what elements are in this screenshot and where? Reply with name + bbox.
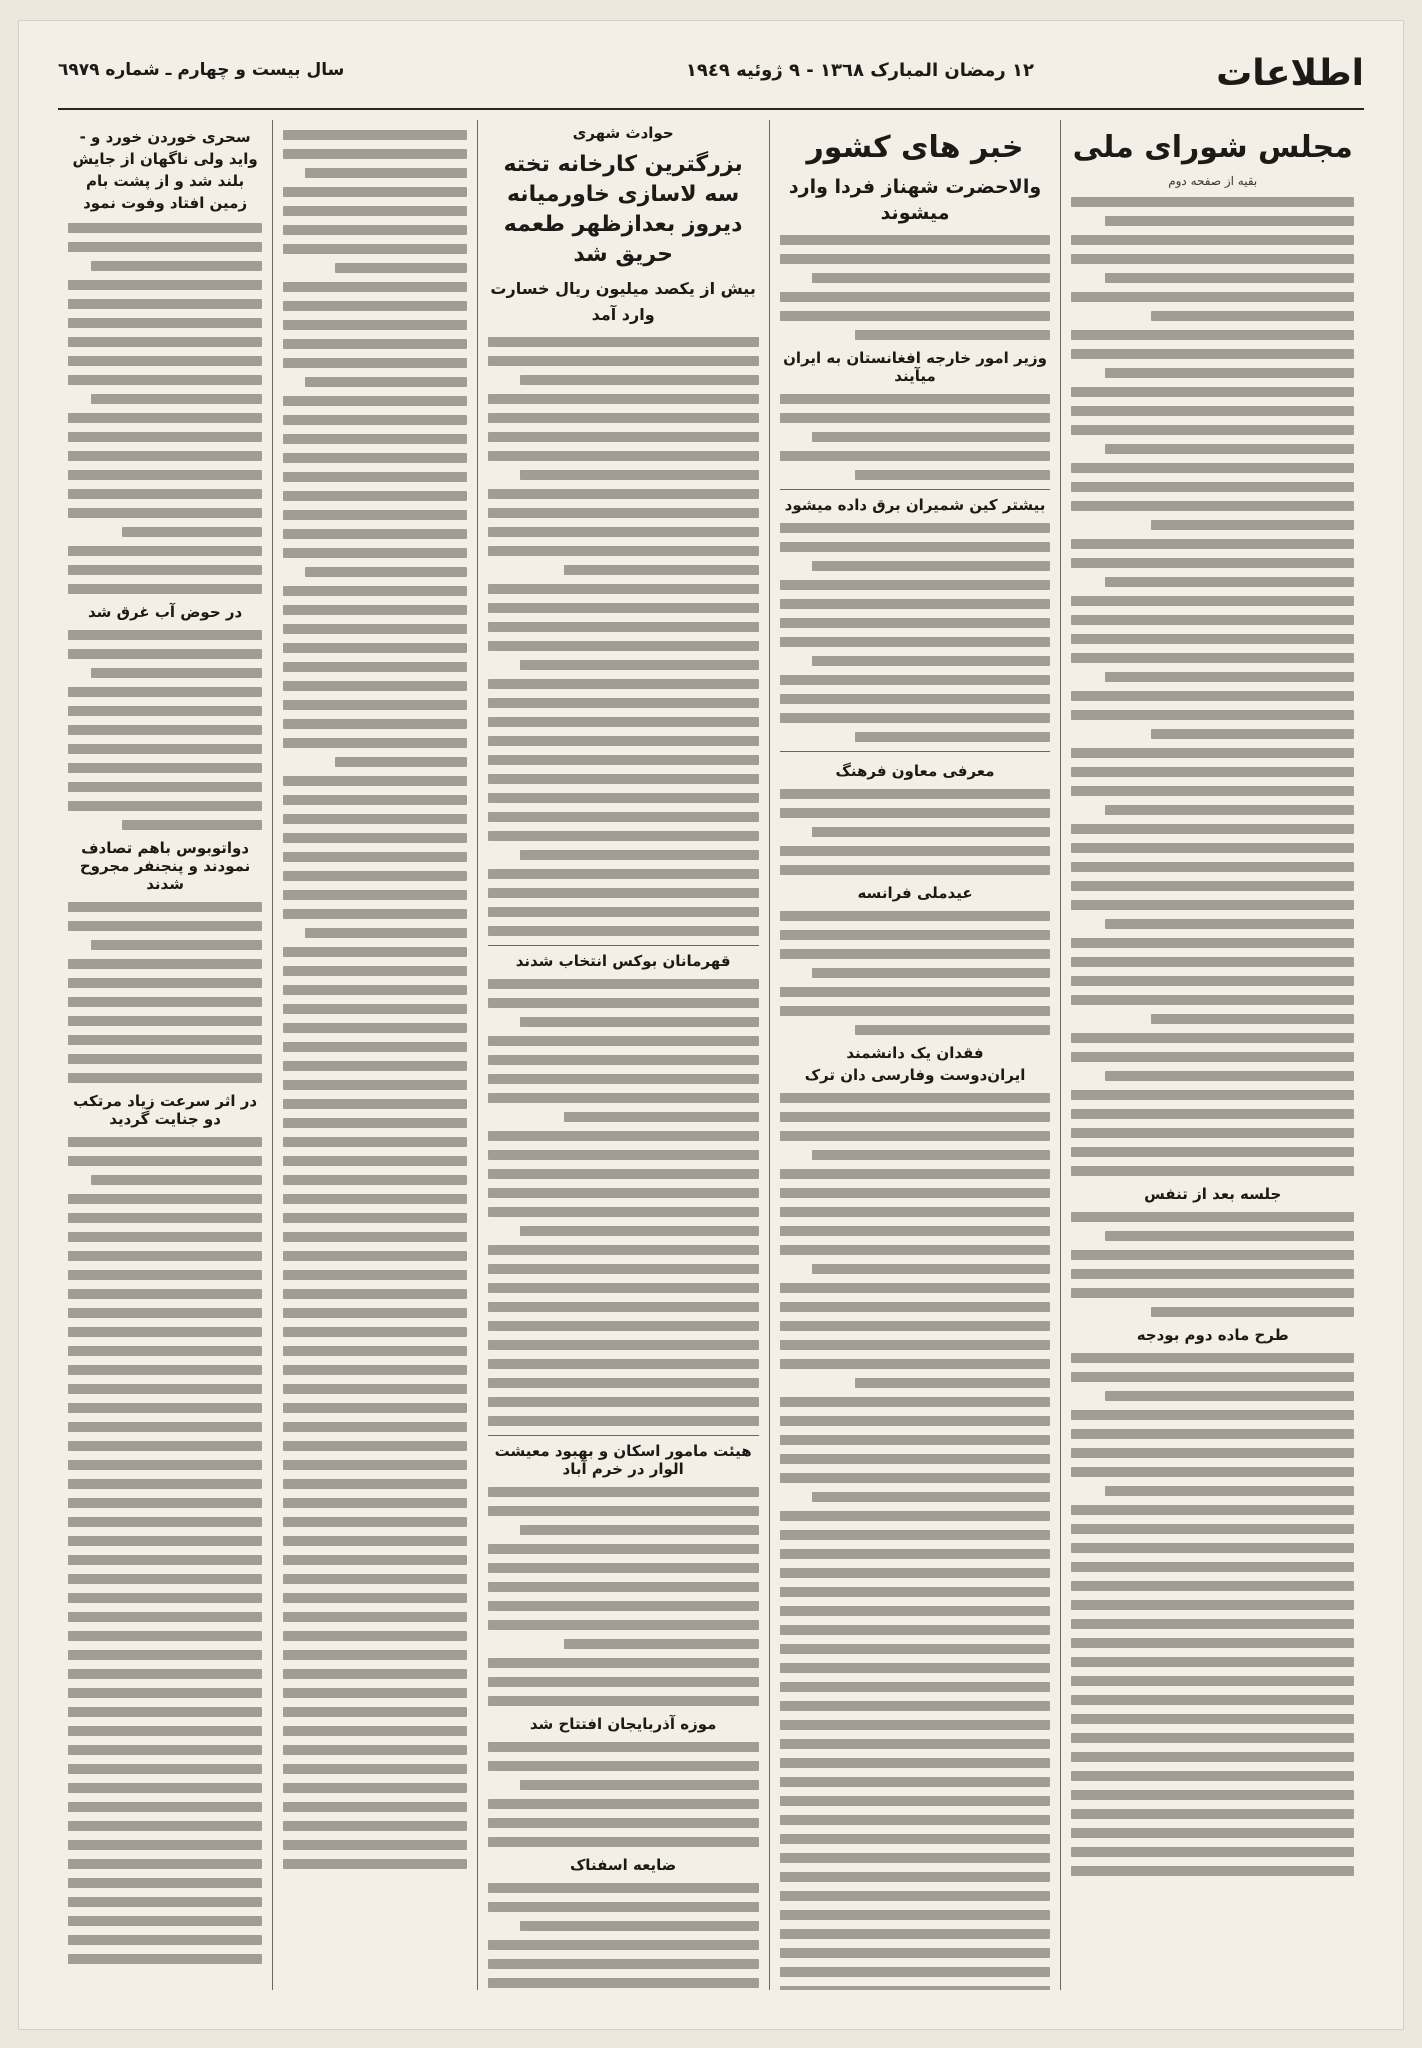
column-country-news <box>769 120 1061 1990</box>
top-bar <box>58 50 1364 110</box>
subhead-drowning: در حوض آب غرق شد <box>87 603 243 621</box>
newspaper-page <box>18 20 1404 2030</box>
subheadline-shahnaz: والاحضرت شهناز فردا وارد میشوند <box>788 176 1042 224</box>
headline-plywood-fire: بزرگترین کارخانه تخته سه لاسازی خاورمیانه دیروز بعدازظهر طعمه حریق شد <box>503 152 743 267</box>
subhead-boxing-champions: قهرمانان بوکس انتخاب شدند <box>515 952 731 970</box>
issue-number: سال بیست و چهارم ـ شماره ٦٩٧٩ <box>58 60 345 80</box>
continued-note: بقیه از صفحه دوم <box>1168 174 1258 188</box>
dateline: ١٢ رمضان المبارک ١٣٦٨ - ٩ ژوئیه ١٩٤٩ <box>685 60 1034 81</box>
subhead-french-day: عیدملی فرانسه <box>857 884 973 902</box>
subhead-scholar-loss: فقدان یک دانشمند <box>846 1044 984 1062</box>
kicker-city-events: حوادث شهری <box>572 124 674 142</box>
headline-roof-fall: سحری خوردن خورد و - واید ولی ناگهان از جایش بلند شد و از پشت بام زمین افتاد وفوت نمود <box>72 128 258 212</box>
subhead-recess: جلسه بعد از تنفس <box>1144 1185 1282 1203</box>
columns <box>58 120 1364 1990</box>
headline-parliament: مجلس شورای ملی <box>1072 130 1353 165</box>
column-continuation <box>272 120 477 1990</box>
masthead-title: اطلاعات <box>1216 53 1364 94</box>
article-body <box>1071 197 1354 1176</box>
subheadline-damage: بیش از یکصد میلیون ریال خسارت وارد آمد <box>490 279 756 324</box>
headline-country-news: خبر های کشور <box>806 130 1024 165</box>
subhead-shemiran-power: بیشتر کین شمیران برق داده میشود <box>784 496 1046 514</box>
subhead-deputy-culture: معرفی معاون فرهنگ <box>835 762 995 780</box>
subhead-turkish-scholar: ایران‌دوست وفارسی دان ترک <box>804 1066 1026 1084</box>
subhead-azerbaijan-museum: موزه آذربایجان افتتاح شد <box>529 1715 717 1733</box>
subhead-afghan-minister: وزیر امور خارجه افغانستان به ایران میآیند <box>783 349 1047 385</box>
subhead-budget: طرح ماده دوم بودجه <box>1136 1326 1289 1344</box>
column-incidents <box>58 120 272 1990</box>
subhead-tragic-loss: ضایعه اسفناک <box>569 1856 677 1874</box>
subhead-bus-collision: دواتوبوس باهم تصادف نمودند و پنجنفر مجروح شدند <box>79 839 251 893</box>
subhead-lumber-mission: هیئت مامور اسکان و بهبود معیشت الوار در خرم آباد <box>494 1442 752 1478</box>
column-city-events <box>477 120 769 1990</box>
subhead-speeding: در اثر سرعت زیاد مرتکب دو جنایت گردید <box>73 1092 258 1128</box>
column-parliament <box>1060 120 1364 1990</box>
